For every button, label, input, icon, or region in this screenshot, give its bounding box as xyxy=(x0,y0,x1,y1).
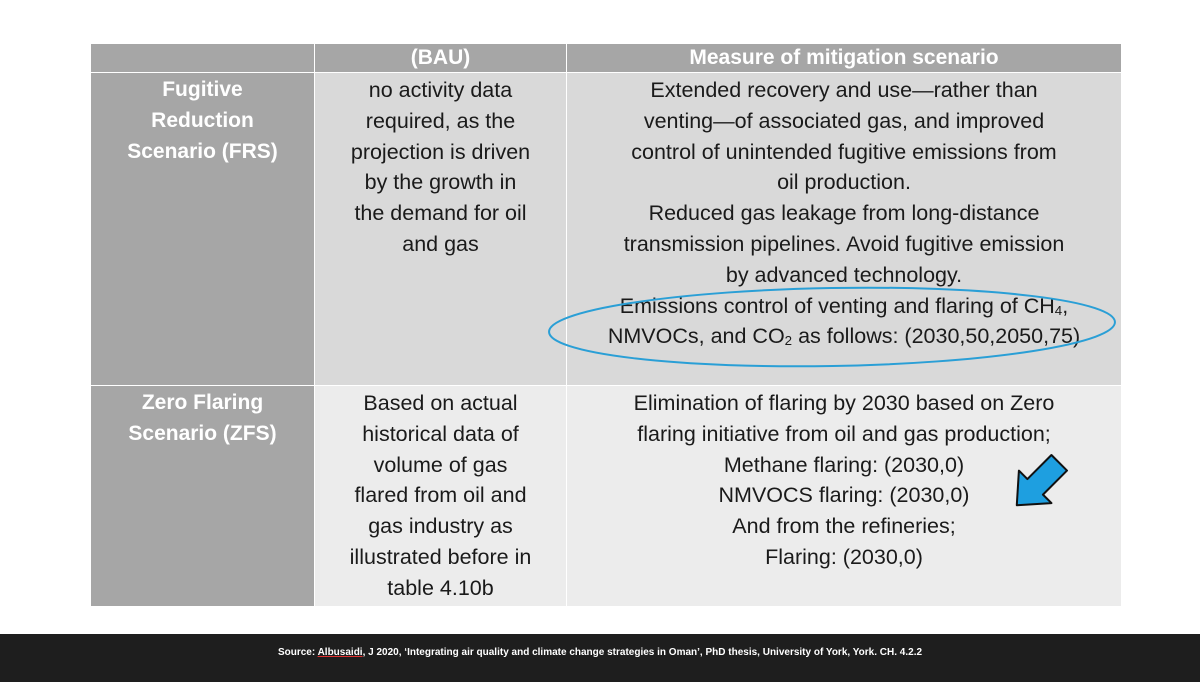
bau-line: table 4.10b xyxy=(387,575,494,600)
scenario-name-zfs xyxy=(91,386,315,607)
measure-line: Elimination of flaring by 2030 based on Zero xyxy=(633,391,1055,415)
source-footer xyxy=(0,634,1200,682)
bau-line: volume of gas xyxy=(373,452,508,477)
bau-cell-frs xyxy=(315,73,567,386)
header-blank-cell xyxy=(91,44,315,73)
table-header-row xyxy=(91,44,1122,73)
measure-line: by advanced technology. xyxy=(725,262,963,287)
table-row-frs xyxy=(91,73,1122,386)
footer-author-link[interactable]: Albusaidi xyxy=(317,647,363,658)
measure-cell-frs xyxy=(567,73,1122,386)
emissions-text: , xyxy=(1062,293,1069,318)
bau-line: historical data of xyxy=(362,421,519,446)
measure-line: Reduced gas leakage from long-distance xyxy=(648,201,1040,226)
bau-line: the demand for oil xyxy=(354,201,527,226)
bau-line: flared from oil and xyxy=(354,483,527,508)
measure-line: Methane flaring: (2030,0) xyxy=(723,452,965,477)
measure-cell-zfs xyxy=(567,386,1122,607)
scenario-name-line: Scenario (ZFS) xyxy=(128,421,277,445)
bau-line: projection is driven xyxy=(350,139,531,164)
bau-line: no activity data xyxy=(368,78,513,102)
scenario-name-line: Reduction xyxy=(151,108,254,132)
measure-line: flaring initiative from oil and gas production; xyxy=(637,421,1051,446)
bau-line: and gas xyxy=(402,231,479,256)
measure-line: Flaring: (2030,0) xyxy=(765,544,923,569)
measure-line: control of unintended fugitive emissions from xyxy=(631,139,1057,164)
bau-line: required, as the xyxy=(365,108,516,133)
scenario-table xyxy=(90,43,1122,607)
emissions-text: NMVOCs, and CO xyxy=(607,324,785,349)
scenario-name-line: Zero Flaring xyxy=(141,391,264,414)
footer-prefix: Source: xyxy=(277,647,318,658)
scenario-name-line: Scenario (FRS) xyxy=(127,139,278,163)
footer-citation-text: , J 2020, ‘Integrating air quality and climate change strategies in Oman’, PhD thesis, University of York, York. CH. 4.2.2 xyxy=(362,647,923,658)
bau-line: by the growth in xyxy=(364,170,517,195)
measure-line: NMVOCS flaring: (2030,0) xyxy=(718,483,970,508)
bau-line: Based on actual xyxy=(363,391,518,415)
scenario-name-line: Fugitive xyxy=(162,78,243,101)
emissions-text: as follows: (2030,50,2050,75) xyxy=(792,324,1081,349)
measure-line: transmission pipelines. Avoid fugitive emission xyxy=(623,231,1065,256)
table-row-zfs xyxy=(91,386,1122,607)
emissions-text: Emissions control of venting and flaring of CH xyxy=(619,293,1055,318)
measure-line: Extended recovery and use—rather than xyxy=(650,78,1038,102)
emissions-line-2 xyxy=(573,321,1115,352)
subscript-4: 4 xyxy=(1054,302,1063,318)
bau-line: illustrated before in xyxy=(349,544,532,569)
measure-line: oil production. xyxy=(777,170,911,195)
subscript-2: 2 xyxy=(784,333,793,349)
emissions-line-1 xyxy=(573,291,1115,322)
measure-line: venting—of associated gas, and improved xyxy=(643,108,1045,133)
header-measure: Measure of mitigation scenario xyxy=(567,44,1122,73)
scenario-name-frs xyxy=(91,73,315,386)
header-bau: (BAU) xyxy=(315,44,567,73)
bau-line: gas industry as xyxy=(368,514,513,539)
bau-cell-zfs xyxy=(315,386,567,607)
measure-line: And from the refineries; xyxy=(732,514,956,539)
